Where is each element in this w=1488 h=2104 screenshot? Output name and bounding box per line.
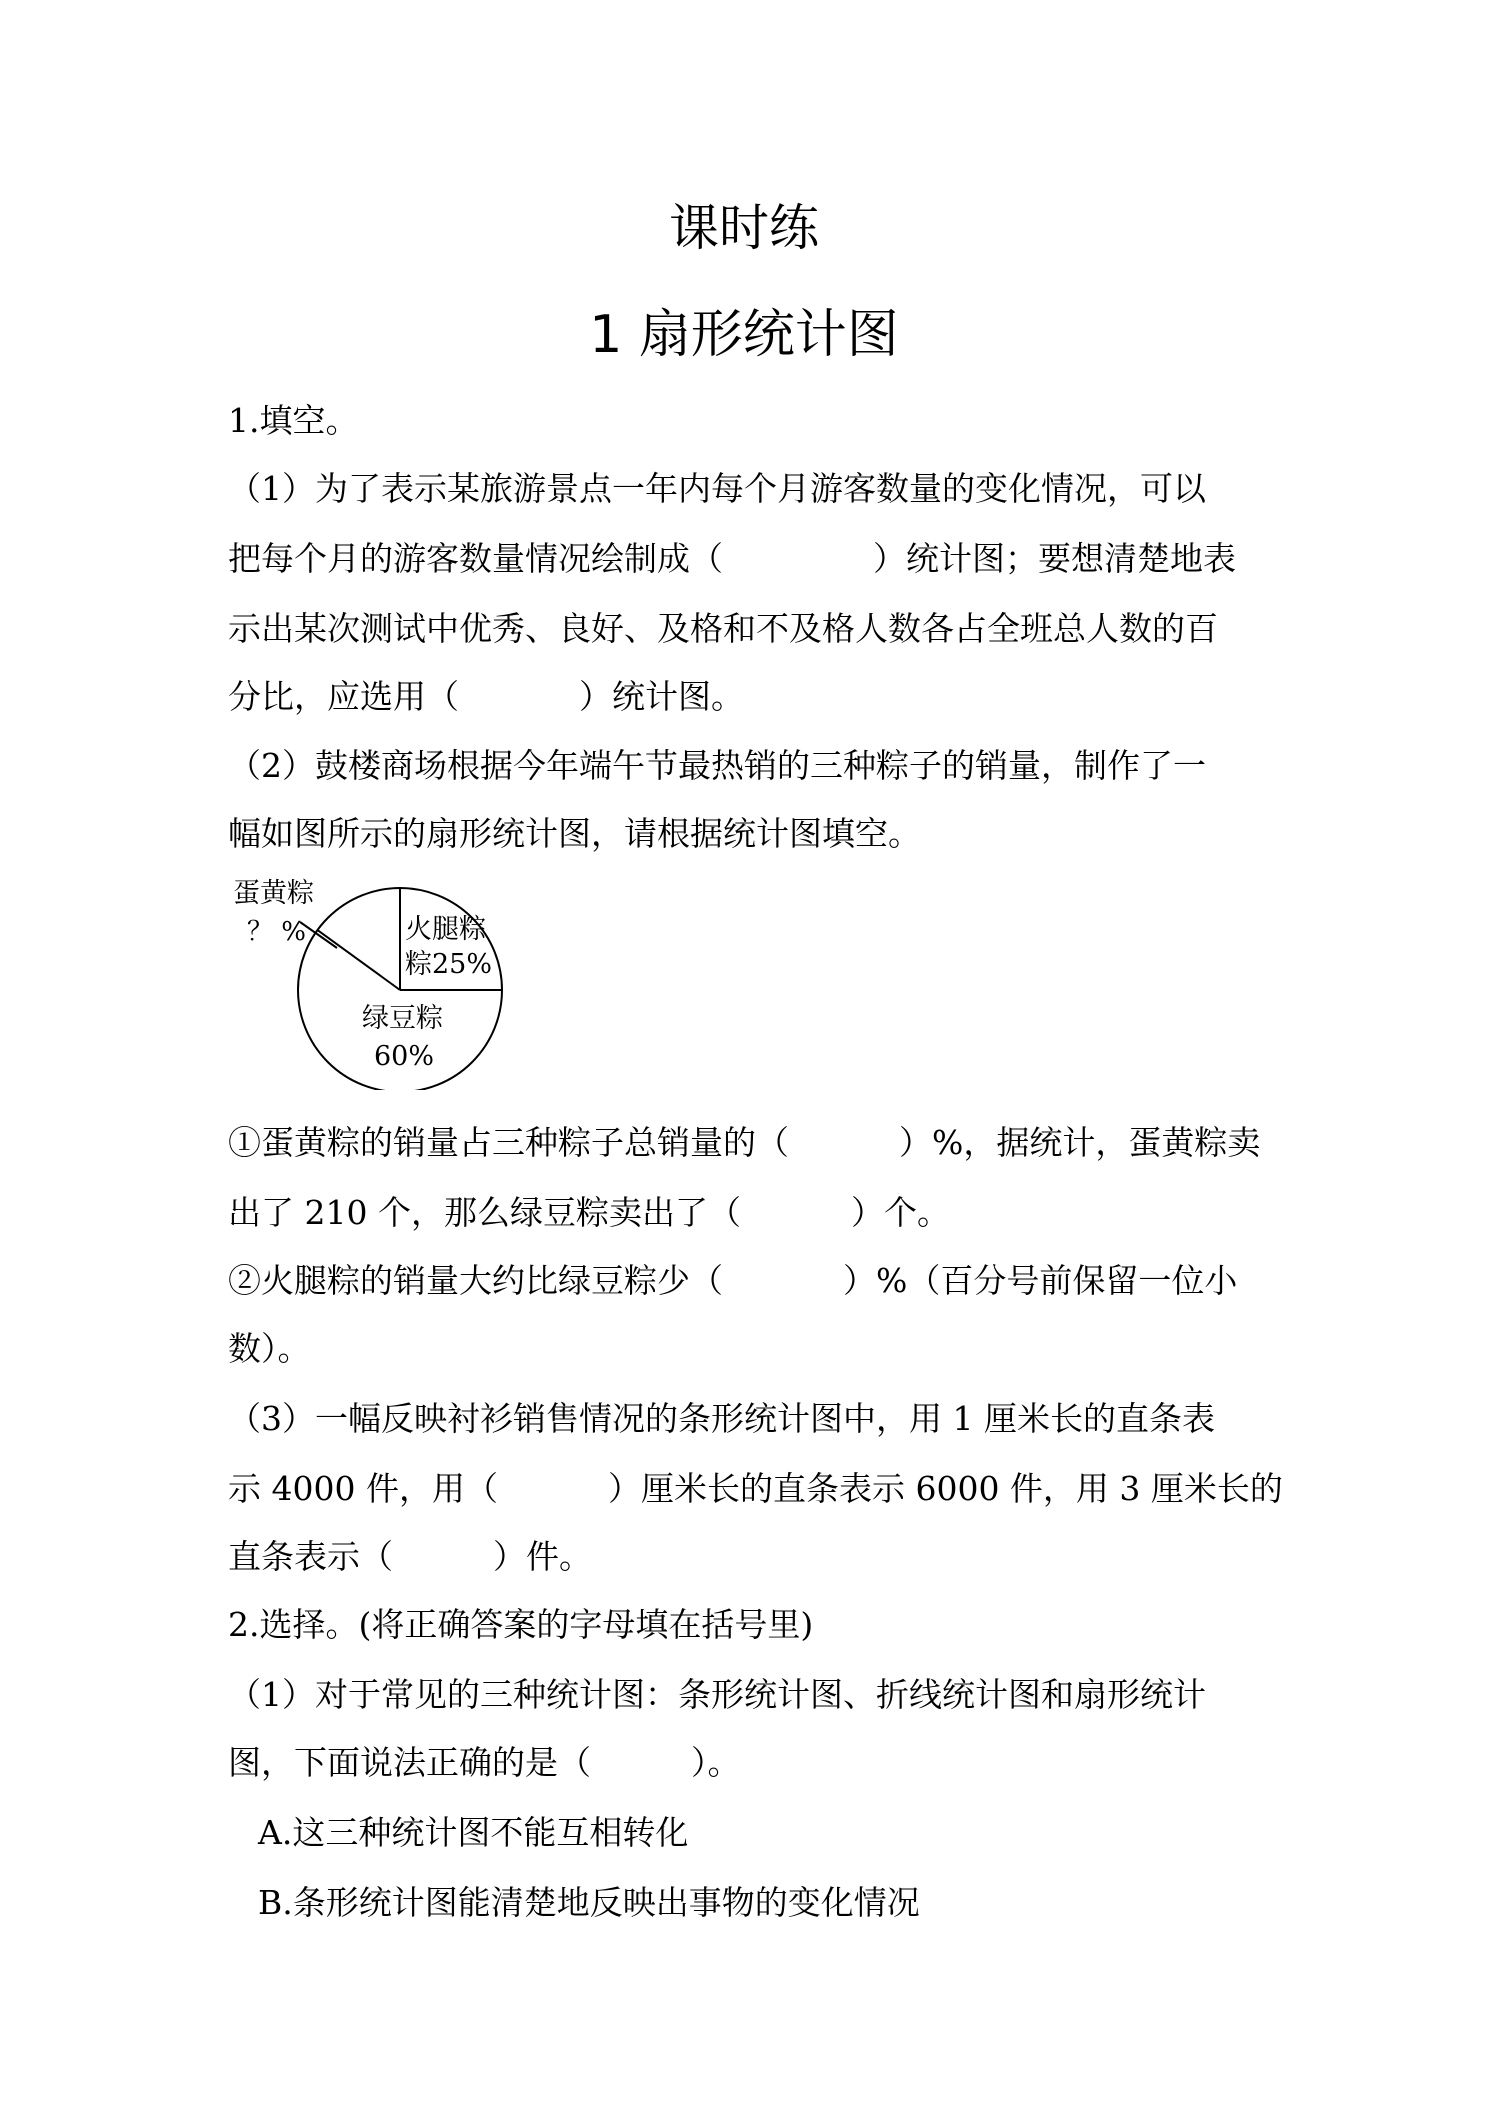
value-huotui-text [405, 949, 492, 980]
text: ）%（百分号前保留一位小 [843, 1261, 1238, 1300]
text: ）厘米长的直条表示 6000 件，用 3 厘米长的 [607, 1469, 1283, 1508]
section-title: 1 扇形统计图 [589, 305, 899, 365]
q2-1-line1: （1）对于常见的三种统计图：条形统计图、折线统计图和扇形统计 [228, 1675, 1206, 1714]
value-danhuang: ？ % [247, 917, 306, 947]
q1-3-line2 [228, 1466, 1283, 1512]
page-title: 课时练 [669, 199, 819, 257]
q1-2-sub1-line2 [228, 1190, 950, 1236]
q1-3-line1: （3）一幅反映衬衫销售情况的条形统计图中，用 1 厘米长的直条表 [228, 1399, 1215, 1438]
q1-heading: 1.填空。 [228, 401, 359, 440]
label-zong: 粽 [405, 949, 432, 980]
value-huotui: 25% [432, 949, 493, 980]
label-lvdou: 绿豆粽 [362, 1003, 443, 1034]
q1-2-sub2-line2: 数）。 [228, 1329, 311, 1368]
q1-3-line3 [228, 1534, 592, 1580]
q1-1-line4 [228, 674, 744, 720]
slice-border-left [317, 930, 400, 990]
pie-chart [225, 870, 525, 1090]
text: 直条表示（ [228, 1537, 393, 1576]
label-huotui: 火腿粽 [405, 914, 486, 945]
label-danhuang: 蛋黄粽 [233, 878, 314, 909]
q1-2-line2: 幅如图所示的扇形统计图，请根据统计图填空。 [228, 814, 921, 853]
text: 图，下面说法正确的是（ [228, 1743, 591, 1782]
text: 出了 210 个，那么绿豆粽卖出了（ [228, 1193, 741, 1232]
q1-2-sub2-line1 [228, 1258, 1237, 1304]
q1-2-sub1-line1 [228, 1120, 1260, 1166]
option-a: A.这三种统计图不能互相转化 [258, 1813, 689, 1852]
q2-heading: 2.选择。(将正确答案的字母填在括号里) [228, 1605, 814, 1644]
q2-1-line2 [228, 1740, 741, 1786]
text: 分比，应选用（ [228, 677, 459, 716]
text: ②火腿粽的销量大约比绿豆粽少（ [228, 1261, 723, 1300]
text: ）件。 [493, 1537, 592, 1576]
text: 把每个月的游客数量情况绘制成（ [228, 539, 723, 578]
text: ）统计图。 [579, 677, 744, 716]
q1-2-line1: （2）鼓楼商场根据今年端午节最热销的三种粽子的销量，制作了一 [228, 746, 1206, 785]
text: ）统计图；要想清楚地表 [873, 539, 1236, 578]
q1-1-line1: （1）为了表示某旅游景点一年内每个月游客数量的变化情况，可以 [228, 469, 1206, 508]
value-lvdou: 60% [374, 1041, 435, 1072]
text: 示 4000 件，用（ [228, 1469, 498, 1508]
option-b: B.条形统计图能清楚地反映出事物的变化情况 [258, 1883, 920, 1922]
q1-1-line2 [228, 536, 1236, 582]
text: ）%，据统计，蛋黄粽卖 [899, 1123, 1261, 1162]
text: ）个。 [850, 1193, 950, 1232]
text: ①蛋黄粽的销量占三种粽子总销量的（ [228, 1123, 789, 1162]
text: ）。 [691, 1743, 741, 1782]
q1-1-line3: 示出某次测试中优秀、良好、及格和不及格人数各占全班总人数的百 [228, 609, 1218, 648]
